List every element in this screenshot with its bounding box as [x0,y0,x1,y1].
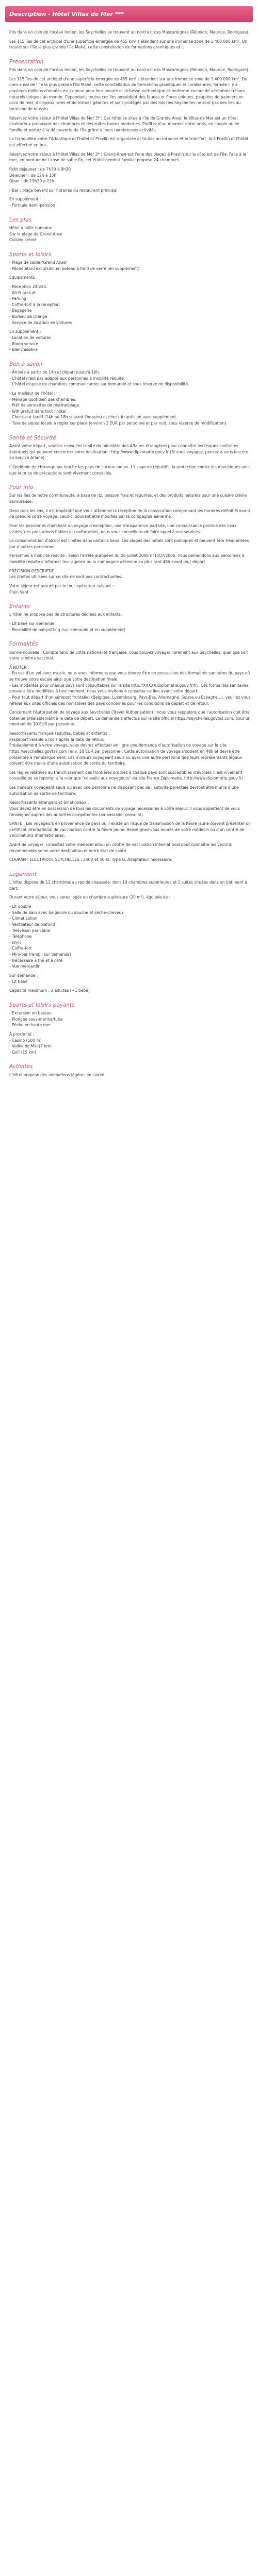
section-paragraph: - Plage de sable "Grand Anse" - Pêche et/ou excursion en bateau à fond de verre (en supplément) [9,260,140,271]
section-paragraph: Avant de voyager, consultez votre médecin et/ou un centre de vaccination international pour connaître les vaccins recommandés selon votre destination et votre état de santé. [9,842,232,853]
section-paragraph: - Lit double - Salle de bain avec baignoire ou douche et sèche-cheveux - Climatisation - Ventilateur de plafond - Télévision par câble - Téléphone - Wi-Fi - Coffre-fort - Mini-bar (rempli sur demande) - Nécessaire à thé et à café - Vue mer/jardin [9,904,124,969]
section-paragraph: Pris dans un coin de l'océan Indien, les Seychelles se trouvent au nord est des Mascareignes (Réunion, Maurice, Rodrigues). [9,67,250,73]
section [9,216,251,243]
section-paragraph: Les 115 îles de cet archipel d'une superficie émergée de 455 km² s'étendent sur une immense zone de 1 400 000 km². On trouve sur l'île la plus grande l'île Mahé, cette constellation de formations granitiques et… [9,39,248,50]
page-title: Description - Hôtel Villas de Mer *** [9,11,124,18]
section [9,360,251,427]
section-title: Sports et loisirs payants [9,1002,75,1008]
section-title: Sports et loisirs [9,251,52,258]
section [9,1062,251,1078]
section [9,553,251,595]
description-content [0,29,258,1078]
section-paragraph: Avant votre départ, veuillez consulter le site du ministère des Affaires étrangères pour connaître les risques sanitaires éventuels qui peuvent concerner votre destination : http://www.diplomatie.gouv.fr (Si vous voyagez, pensez à vous inscrire au service Ariane). [9,444,249,461]
section-paragraph: En supplément : - Location de voitures - Room service - Blanchisserie [9,329,52,352]
section [9,1001,251,1056]
section-paragraph: La consommation d'alcool est limitée dans certains lieux. Les plages des hôtels sont publiques et peuvent être fréquentées par d'autres personnes. [9,538,249,549]
section-paragraph: Personnes à mobilité réduite : selon l'arrêté européen du 26 juillet 2006 n°1107/2006, nous demandons aux personnes à mobilité réduite d'informer leur agence ou la compagnie aérienne au plus tard 48h avant leur départ. [9,553,245,565]
section-title: Santé et Sécurité [9,434,56,441]
section-paragraph: PRÉCISION DESCRIPTIF Les photos utilisées sur ce site ne sont pas contractuelles. [9,568,122,580]
section-paragraph: L'épidémie de chikungunya touche les pays de l'océan Indien. L'usage de répulsifs, la protection contre les moustiques ainsi que la prise de précautions sont vivement conseillés. [9,464,251,476]
section-paragraph: Petit déjeuner : de 7h30 à 9h30 Déjeuner : de 12h à 15h Dîner : de 19h30 à 22h [9,166,71,184]
section-paragraph: - Excursion en bateau - Plongée sous-marine/tuba - Pêche en haute mer [9,1011,63,1028]
section [9,640,251,854]
section-paragraph: Hôtel à taille humaine Sur la plage de Grand Anse Cuisine créole [9,225,62,243]
section-paragraph: L'hôtel propose des animations légères en soirée. [9,1072,106,1077]
section-title: Activités [9,1063,33,1070]
section [9,434,251,476]
section [9,58,251,148]
section-paragraph: - Réception 24h/24 - Wi-Fi gratuit - Parking - Coffre-fort à la réception - Bagagerie - Bureau de change - Service de location de voitures [9,284,72,325]
section-title: Pour info [9,484,34,491]
section-paragraph: Les règles relatives au franchissement des frontières propres à chaque pays sont susceptibles d'évoluer. Il est vivement conseillé de se reporter à la rubrique "conseils aux voyageurs" du site France Diplomatie, http://www.diplomatie.gouv.fr/ [9,770,243,781]
section-paragraph: Dans tous les cas, il est impératif que vous attendiez la réception de la convocation comprenant les horaires définitifs avant de prendre votre voyage, ceux-ci pouvant être modifiés par la compagnie aérienne. [9,508,250,519]
section-paragraph: Durant votre séjour, vous serez logés en chambre supérieure (20 m²), équipée de : [9,895,171,900]
description-header [5,6,253,22]
section [9,29,251,50]
section-paragraph: Les mineurs voyageant seuls ou avec une personne ne disposant pas de l'autorité parentale devront être munis d'une autorisation de sortie de territoire. [9,785,239,796]
section-title: Formalités [9,641,38,648]
section-paragraph: L'hôtel ne propose pas de structures dédiées aux enfants. [9,612,122,617]
page [0,6,258,1078]
section-title: Logement [9,871,37,877]
section-paragraph: Sur demande : - Lit bébé [9,973,38,984]
section [9,250,251,353]
section-title: Les plus [9,216,31,223]
section-title: Bon à savoir [9,361,43,367]
section-paragraph: - Lit bébé sur demande - Possibilité de babysitting (sur demande et en supplément) [9,621,125,632]
section-title: Enfants [9,603,30,610]
section-paragraph: Bonne nouvelle : Compte tenu de votre nationalité française, vous pouvez voyager librement aux Seychelles, quel que soit votre schéma vaccinal. [9,650,248,661]
section-paragraph: Réservez votre séjour à l'hôtel Villas de Mer 3* ! Grand-Anse est l'une des plages à Praslin sur la côte est de l'île. Face à la mer, en bordure de l'anse de sable fin, cet établissement familial propose 24 chambres. [9,151,246,163]
section-paragraph: La tranquillité entre l'Atlantique et l'hôtel et Pravlin est organisée et toutes au roi selon et le transfert, là à Praslin et l'hôtel est effectué en bus. [9,137,248,148]
section-paragraph: Capacité maximum : 3 adultes (+1 bébé) [9,988,90,993]
section [9,483,251,550]
section-paragraph: À proximité : - Casino (500 m) - Vallée de Mai (7 km) - Golf (15 km) [9,1031,52,1055]
section-paragraph: - Bar : plage bavard sur horaires du restaurant principal [9,188,118,193]
section-paragraph: Ressortissants étrangers et binationaux : Vous devez être en possession de tous les documents de voyage nécessaires à votre séjour. Il vous appartient de vous renseigner auprès des autorités compétentes (ambassade, consulat). [9,800,240,817]
section-paragraph: Pris dans un coin de l'océan Indien, les Seychelles se trouvent au nord est des Mascareignes (Réunion, Maurice, Rodrigues). [9,30,250,35]
section [9,870,251,994]
section-paragraph: Équipements [9,275,35,280]
section-paragraph: En supplément : - Formule demi-pension [9,197,55,208]
section-paragraph: Les 115 îles de cet archipel d'une superficie émergée de 455 km² s'étendent sur une immense zone de 1 400 000 km². Du nom aussi de l'île la plus grande l'île Mahé, cette constellation de formations granitiques et coralliennes, formée il y a plusieurs millions d'années est connue pour leur beauté et richesse authentique et renferme encore de véritables trésors naturels uniques au monde. Cependant, toutes ces îles possèdent des faunes et flores uniques, peuplées de palmiers en coco de mer, d'oiseaux rares et de tortues géantes et sont protégés par des lois (les Seychelles ne sont pas des îles au tourisme de masse). [9,76,248,111]
section [9,188,251,209]
section-title: Présentation [9,58,44,65]
section-paragraph: COURANT ÉLECTRIQUE SEYCHELLES : 240V et 50Hz. Type G. Adaptateur nécessaire. [9,857,172,862]
section-paragraph: À NOTER : - En cas d'un vol avec escale, nous vous informons que vous devrez être en possession des formalités sanitaires du pays où se trouve votre escale ainsi que votre destination finale. - Les modalités pour chaque pays sont consultables sur le site http://XXXXX.diplomatie.gouv.fr/fr/. Ces formalités sanitaires pouvant être modifiées à tout moment, nous vous invitons à consulter ce lien avant votre départ. - Pour tout départ d'un aéroport frontalier (Belgique, Luxembourg, Pays-Bas, Allemagne, Suisse ou Espagne...), veuillez vous référer aux sites officiels des ministères des pays concernés pour les conditions de départ et de retour. [9,665,251,706]
section-paragraph: SANTÉ : Les voyageurs en provenance de pays où il existe un risque de transmission de la fièvre jaune doivent présenter un certificat international de vaccination contre la fièvre jaune. Renseignez-vous auprès de votre médecin ou d'un centre de vaccinations internationales. [9,821,251,838]
section-paragraph: Votre séjour est assuré par le tour opérateur suivant : Plein Vent [9,583,114,595]
section-paragraph: Concernant l'Autorisation de Voyage aux Seychelles (Travel Authorisation) : nous vous rappelons que l'autorisation doit être obtenue préalablement à la date de départ. La demande s'effectue sur le site officiel https://seychelles.govtas.com, pour un montant de 10 EUR par personne. [9,710,251,727]
section-paragraph: Pour les personnes cherchant un voyage d'exception, une transparence parfaite, une connaissance pointue des lieux visités, des prestations fiables et confortables, nous vous conseillons de faire appel à nos services. [9,523,237,534]
section-paragraph: L'hôtel dispose de 12 chambres au rez-de-chaussée, dont 10 chambres supérieures et 2 suites situées dans un bâtiment à part. [9,880,247,891]
section-paragraph: - Arrivée à partir de 14h et départ jusqu'à 10h. - L'hôtel n'est pas adapté aux personnes à mobilité réduite. - L'hôtel dispose de chambres communicantes sur demande et sous réserve de disponibilité. [9,370,189,387]
section [9,602,251,633]
section-paragraph: Réservez votre séjour à l'hôtel Villas de Mer 3* ! Cet hôtel se situe à l'île de Grande Anse, le Villas de Mer est un hôtel chaleureux proposant des chambres et des suites toutes modernes. Profitez d'un moment entre amis, en couple ou en famille et partez à la découverte de l'île grâce à leurs nombreuses activités. [9,115,239,132]
section [9,151,251,184]
section-paragraph: - Le meilleur de l'hôtel : - Ménage quotidien des chambres. - Prêt de serviettes de piscine/plage. - Wifi gratuit dans tout l'hôtel - Check-out tardif (14h ou 18h suivant l'horaire) et check-in anticipé avec supplément. - Taxe de séjour locale à régler sur place (environ 2 EUR par personne et par nuit, sous réserve de modification). [9,391,228,426]
section-paragraph: Ressortissants français (adultes, bébés et enfants) : Passeport valable 6 mois après la date de retour. Préalablement à votre voyage, vous devrez effectuer en ligne une demande d'autorisation de voyage sur le site https://seychelles.govtas.com (env. 10 EUR par personne). Cette autorisation de voyage s'obtient en 48h et devra être présentée à l'embarquement. Les mineurs voyageant seuls ou avec une autre personne que leurs représentants légaux doivent être munis d'une autorisation de sortie du territoire. [9,731,242,766]
section [9,857,251,863]
section-paragraph: Sur les îles de notre communauté, à base de riz, poisson frais et légumes, et des produits naturels pour une cuisine créole savoureuse. [9,493,247,504]
